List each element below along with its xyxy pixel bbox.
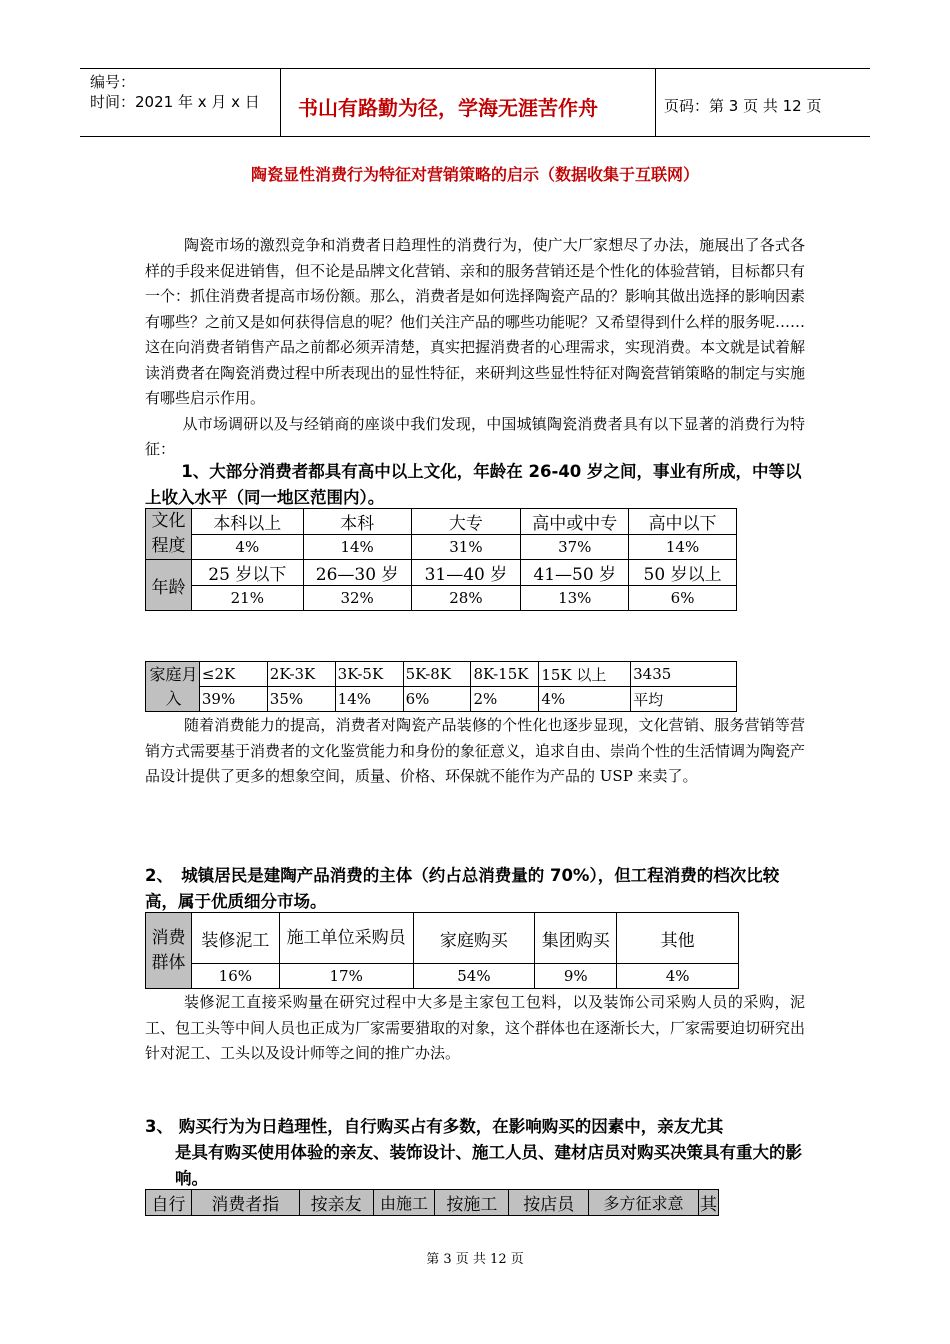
- intro-section: [145, 233, 805, 463]
- table-cell: 14%: [303, 535, 411, 560]
- table-cell: 28%: [411, 586, 521, 611]
- table-header-cell: 多方征求意: [589, 1190, 699, 1216]
- education-label: 文化程度: [146, 509, 192, 560]
- table-header-cell: 5K-8K: [403, 662, 471, 687]
- table-cell: 4%: [191, 535, 303, 560]
- table-header-cell: 15K 以上: [539, 662, 631, 687]
- table-header-cell: ≤2K: [199, 662, 267, 687]
- table-cell: 平均: [631, 687, 737, 712]
- table-header-cell: 本科: [303, 509, 411, 535]
- table-cell: 35%: [267, 687, 335, 712]
- table-header-cell: 25 岁以下: [191, 560, 303, 586]
- intro-paragraph: 陶瓷市场的激烈竞争和消费者日趋理性的消费行为，使广大厂家想尽了办法，施展出了各式各样的手段来促进销售，但不论是品牌文化营销、亲和的服务营销还是个性化的体验营销，目标都只有一个：抓住消费者提高市场份额。那么，消费者是如何选择陶瓷产品的？影响其做出选择的影响因素有哪些？之前又是如何获得信息的呢？他们关注产品的哪些功能呢？又希望得到什么样的服务呢……这在向消费者销售产品之前都必须弄清楚，真实把握消费者的心理需求，实现消费。本文就是试着解读消费者在陶瓷消费过程中所表现出的显性特征，来研判这些显性特征对陶瓷营销策略的制定与实施有哪些启示作用。: [145, 236, 806, 407]
- table-header-cell: 家庭购买: [413, 913, 535, 964]
- age-label: 年龄: [146, 560, 192, 611]
- table-header-cell: 高中或中专: [521, 509, 629, 535]
- section-3-heading: [145, 1114, 810, 1192]
- header-divider: [280, 68, 281, 136]
- table-header-cell: 高中以下: [629, 509, 737, 535]
- table-header-cell: 其: [698, 1190, 718, 1216]
- income-table: [145, 661, 737, 712]
- table-cell: 4%: [617, 964, 739, 989]
- table-cell: 17%: [279, 964, 413, 989]
- header-serial: 编号：: [90, 73, 136, 91]
- table-header-cell: 施工单位采购员: [279, 913, 413, 964]
- table-header-cell: 2K-3K: [267, 662, 335, 687]
- section-1-paragraph-block: [145, 713, 805, 790]
- table-header-cell: 集团购买: [535, 913, 617, 964]
- section-1-paragraph: 随着消费能力的提高，消费者对陶瓷产品装修的个性化也逐步显现，文化营销、服务营销等营销方式需要基于消费者的文化鉴赏能力和身份的象征意义，追求自由、崇尚个性的生活情调为陶瓷产品设计提供了更多的想象空间，质量、价格、环保就不能作为产品的 USP 来卖了。: [145, 716, 806, 785]
- section-2-paragraph-block: [145, 990, 805, 1067]
- header-top-rule: [80, 68, 870, 69]
- table-cell: 6%: [629, 586, 737, 611]
- purchase-factor-table: [145, 1189, 719, 1216]
- table-header-cell: 3435: [631, 662, 737, 687]
- page-footer: 第 3 页 共 12 页: [426, 1252, 524, 1267]
- table-cell: 16%: [191, 964, 279, 989]
- table-cell: 39%: [199, 687, 267, 712]
- intro-paragraph: 从市场调研以及与经销商的座谈中我们发现，中国城镇陶瓷消费者具有以下显著的消费行为特征：: [145, 414, 805, 458]
- table-header-cell: 装修泥工: [191, 913, 279, 964]
- section-3-heading-line: 3、 购买行为为日趋理性，自行购买占有多数，在影响购买的因素中，亲友尤其: [145, 1117, 724, 1136]
- table-header-cell: 按亲友: [299, 1190, 373, 1216]
- table-cell: 21%: [191, 586, 303, 611]
- header-motto: 书山有路勤为径，学海无涯苦作舟: [298, 96, 598, 120]
- table-header-cell: 50 岁以上: [629, 560, 737, 586]
- table-header-cell: 31—40 岁: [411, 560, 521, 586]
- table-cell: 6%: [403, 687, 471, 712]
- table-header-cell: 其他: [617, 913, 739, 964]
- table-header-cell: 8K-15K: [471, 662, 539, 687]
- header-time: 时间：2021 年 x 月 x 日: [90, 93, 260, 111]
- table-header-cell: 3K-5K: [335, 662, 403, 687]
- table-cell: 9%: [535, 964, 617, 989]
- table-header-cell: 大专: [411, 509, 521, 535]
- header-page-number: 页码：第 3 页 共 12 页: [664, 97, 822, 115]
- document-title: 陶瓷显性消费行为特征对营销策略的启示（数据收集于互联网）: [250, 165, 699, 184]
- table-cell: 32%: [303, 586, 411, 611]
- table-header-cell: 自行: [146, 1190, 192, 1216]
- education-age-table: [145, 508, 737, 611]
- table-header-cell: 本科以上: [191, 509, 303, 535]
- income-label: 家庭月入: [146, 662, 200, 712]
- table-header-cell: 41—50 岁: [521, 560, 629, 586]
- table-cell: 14%: [335, 687, 403, 712]
- section-1-heading: 1、大部分消费者都具有高中以上文化，年龄在 26-40 岁之间，事业有所成，中等以上收入水平（同一地区范围内）。: [145, 462, 802, 507]
- table-header-cell: 消费者指: [191, 1190, 299, 1216]
- table-cell: 14%: [629, 535, 737, 560]
- table-cell: 13%: [521, 586, 629, 611]
- header-divider: [655, 68, 656, 136]
- section-2-heading: 2、 城镇居民是建陶产品消费的主体（约占总消费量的 70%），但工程消费的档次比较高，属于优质细分市场。: [145, 866, 780, 911]
- table-cell: 2%: [471, 687, 539, 712]
- table-cell: 4%: [539, 687, 631, 712]
- table-header-cell: 按店员: [509, 1190, 589, 1216]
- table-cell: 37%: [521, 535, 629, 560]
- section-2-paragraph: 装修泥工直接采购量在研究过程中大多是主家包工包料，以及装饰公司采购人员的采购，泥工、包工头等中间人员也正成为厂家需要猎取的对象，这个群体也在逐渐长大，厂家需要迫切研究出针对泥工、工头以及设计师等之间的推广办法。: [145, 993, 806, 1062]
- consumer-group-table: [145, 912, 739, 989]
- table-cell: 31%: [411, 535, 521, 560]
- table-header-cell: 由施工: [373, 1190, 435, 1216]
- section-3-heading-rest: 是具有购买使用体验的亲友、装饰设计、施工人员、建材店员对购买决策具有重大的影响。: [175, 1143, 802, 1188]
- table-header-cell: 按施工: [435, 1190, 509, 1216]
- header-bottom-rule: [80, 136, 870, 137]
- consumer-group-label: 消费群体: [146, 913, 192, 989]
- table-cell: 54%: [413, 964, 535, 989]
- table-header-cell: 26—30 岁: [303, 560, 411, 586]
